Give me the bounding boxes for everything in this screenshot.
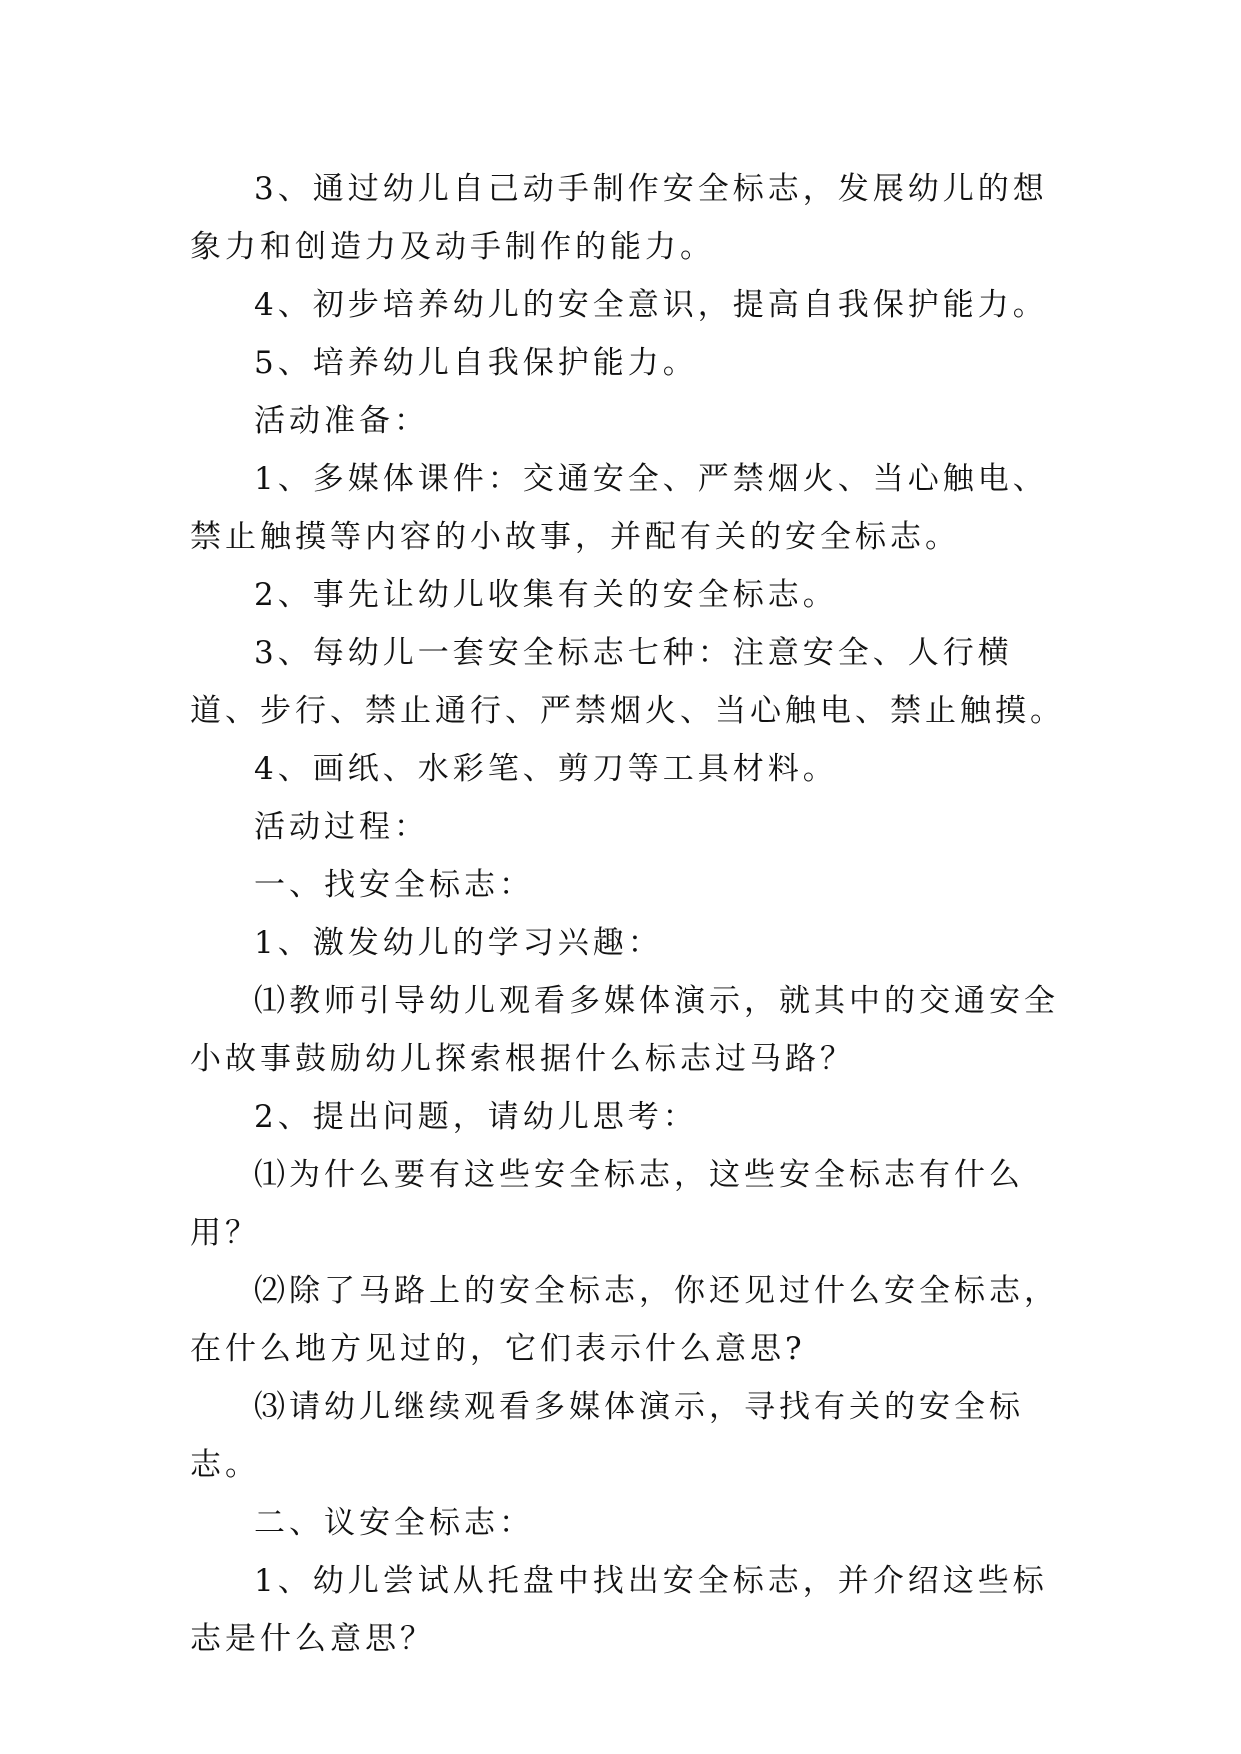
paragraph-discuss-1: 1、幼儿尝试从托盘中找出安全标志，并介绍这些标志是什么意思？ (190, 1563, 1048, 1657)
paragraph-goal-4: 4、初步培养幼儿的安全意识，提高自我保护能力。 (254, 287, 1048, 323)
paragraph-goal-5: 5、培养幼儿自我保护能力。 (254, 345, 698, 381)
paragraph-goal-3: 3、通过幼儿自己动手制作安全标志，发展幼儿的想象力和创造力及动手制作的能力。 (190, 171, 1048, 265)
paragraph-prep-1: 1、多媒体课件：交通安全、严禁烟火、当心触电、禁止触摸等内容的小故事，并配有关的安全标志。 (190, 461, 1048, 555)
paragraph-find-2: 2、提出问题，请幼儿思考： (254, 1099, 698, 1135)
paragraph-find-2-item-2: ⑵除了马路上的安全标志，你还见过什么安全标志，在什么地方见过的，它们表示什么意思? (190, 1273, 1059, 1367)
paragraph-find-2-item-1: ⑴为什么要有这些安全标志，这些安全标志有什么用？ (190, 1157, 1024, 1251)
section-heading-process: 活动过程： (254, 809, 429, 845)
paragraph-find-1-item-1: ⑴教师引导幼儿观看多媒体演示，就其中的交通安全小故事鼓励幼儿探索根据什么标志过马路？ (190, 983, 1059, 1077)
subsection-heading-discuss: 二、议安全标志： (254, 1505, 534, 1541)
paragraph-find-2-item-3: ⑶请幼儿继续观看多媒体演示，寻找有关的安全标志。 (190, 1389, 1024, 1483)
section-heading-preparation: 活动准备： (254, 403, 429, 439)
paragraph-prep-3: 3、每幼儿一套安全标志七种：注意安全、人行横道、步行、禁止通行、严禁烟火、当心触电、禁止触摸。 (190, 635, 1065, 729)
document-body (190, 160, 1070, 1668)
paragraph-prep-4: 4、画纸、水彩笔、剪刀等工具材料。 (254, 751, 838, 787)
paragraph-find-1: 1、激发幼儿的学习兴趣： (254, 925, 663, 961)
paragraph-prep-2: 2、事先让幼儿收集有关的安全标志。 (254, 577, 838, 613)
subsection-heading-find: 一、找安全标志： (254, 867, 534, 903)
